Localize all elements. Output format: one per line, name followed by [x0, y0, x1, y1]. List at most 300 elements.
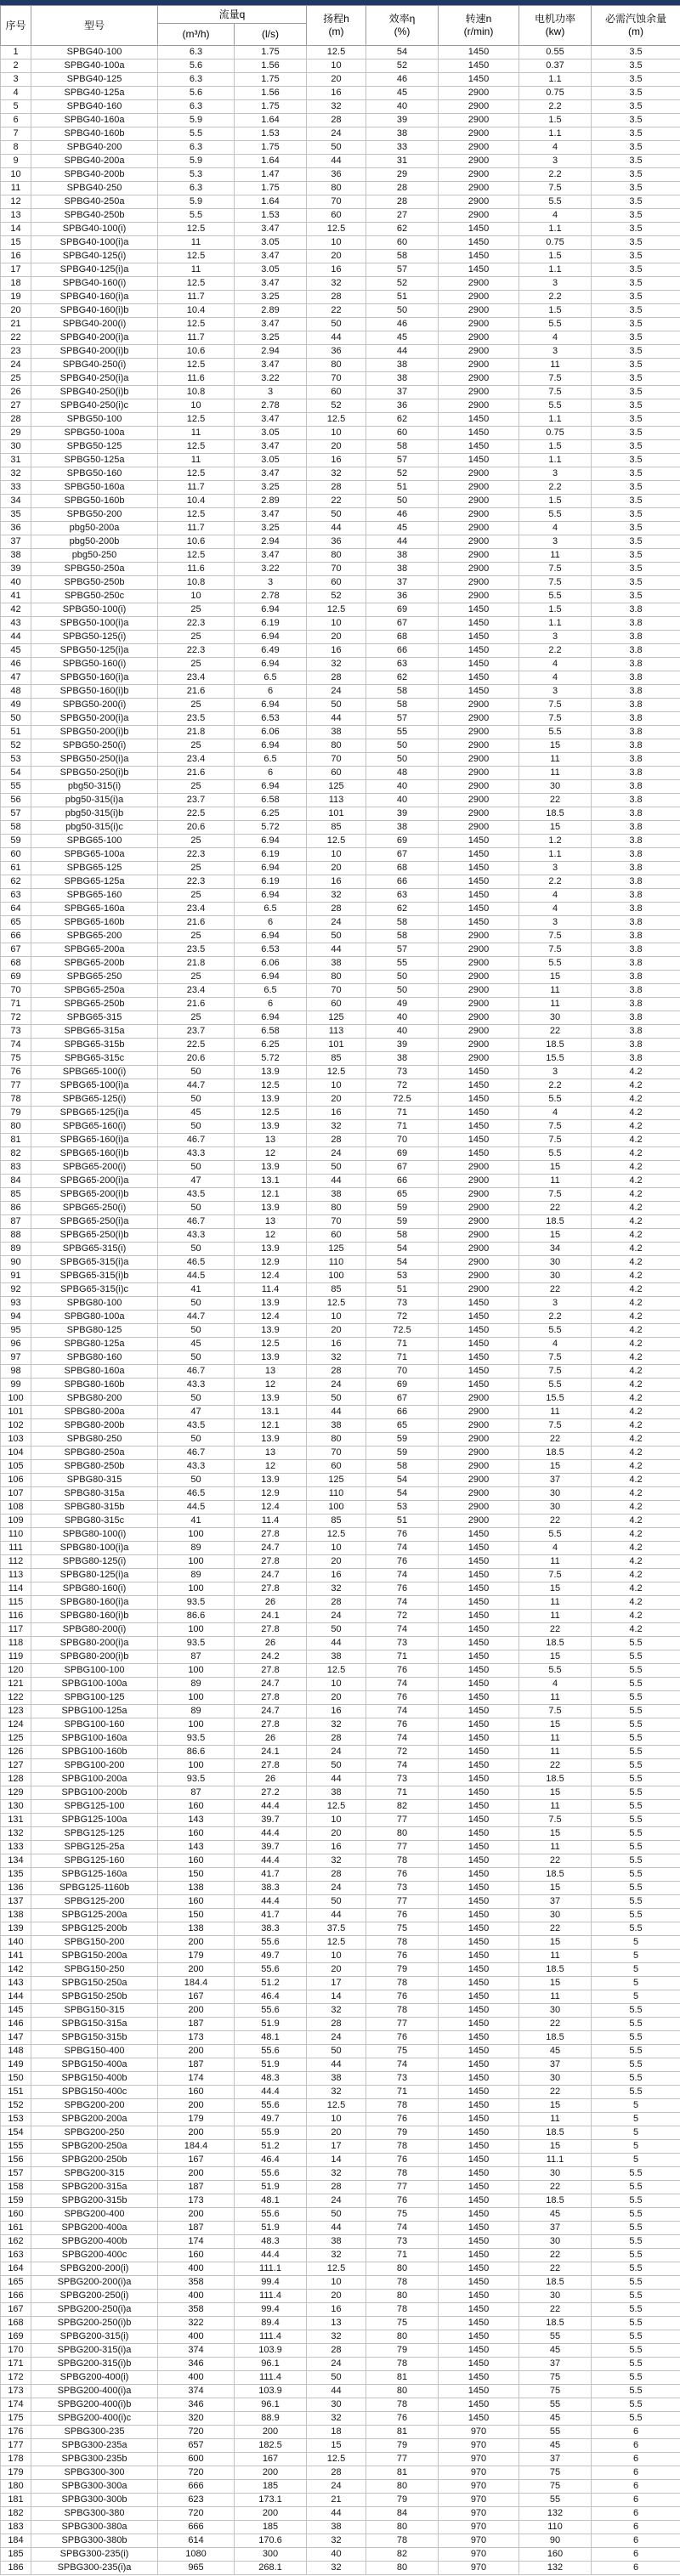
- cell-power: 7.5: [519, 1351, 592, 1365]
- cell-head: 16: [307, 454, 366, 467]
- cell-npsh: 5.5: [592, 2358, 680, 2371]
- cell-flow-m3h: 400: [158, 2330, 235, 2344]
- table-row: [1, 2167, 680, 2181]
- cell-flow-ls: 48.1: [235, 2194, 307, 2208]
- cell-npsh: 5: [592, 1936, 680, 1950]
- cell-npsh: 4.2: [592, 1379, 680, 1392]
- cell-efficiency: 40: [366, 100, 439, 114]
- table-row: [1, 127, 680, 141]
- cell-flow-ls: 6.94: [235, 889, 307, 903]
- cell-power: 7.5: [519, 386, 592, 399]
- cell-flow-m3h: 160: [158, 1895, 235, 1909]
- cell-model: SPBG40-125(i): [31, 250, 158, 263]
- table-row: [1, 304, 680, 318]
- cell-head: 60: [307, 209, 366, 223]
- cell-flow-m3h: 50: [158, 1297, 235, 1311]
- cell-efficiency: 76: [366, 1528, 439, 1542]
- cell-flow-ls: 55.9: [235, 2126, 307, 2140]
- cell-flow-ls: 13.1: [235, 1406, 307, 1419]
- cell-speed: 1450: [439, 1582, 519, 1596]
- table-row: [1, 739, 680, 753]
- cell-head: 14: [307, 1990, 366, 2004]
- cell-speed: 1450: [439, 250, 519, 263]
- cell-model: SPBG40-160: [31, 100, 158, 114]
- cell-speed: 2900: [439, 1025, 519, 1039]
- cell-speed: 2900: [439, 1243, 519, 1256]
- cell-flow-ls: 6: [235, 767, 307, 780]
- cell-seq: 119: [1, 1650, 31, 1664]
- cell-efficiency: 66: [366, 875, 439, 889]
- cell-npsh: 3.8: [592, 807, 680, 821]
- cell-npsh: 3.5: [592, 549, 680, 563]
- cell-speed: 2900: [439, 195, 519, 209]
- cell-flow-m3h: 23.7: [158, 1025, 235, 1039]
- cell-head: 20: [307, 2290, 366, 2303]
- cell-efficiency: 38: [366, 1052, 439, 1066]
- cell-speed: 1450: [439, 1610, 519, 1623]
- cell-flow-ls: 99.4: [235, 2303, 307, 2317]
- cell-flow-m3h: 100: [158, 1664, 235, 1678]
- cell-flow-m3h: 43.3: [158, 1147, 235, 1161]
- cell-flow-m3h: 346: [158, 2358, 235, 2371]
- cell-head: 44: [307, 943, 366, 957]
- cell-flow-m3h: 12.5: [158, 318, 235, 331]
- cell-speed: 1450: [439, 2194, 519, 2208]
- cell-head: 70: [307, 563, 366, 576]
- col-header-npsh: [592, 6, 680, 46]
- cell-head: 101: [307, 1039, 366, 1052]
- table-row: [1, 930, 680, 943]
- cell-head: 24: [307, 1379, 366, 1392]
- cell-speed: 1450: [439, 1079, 519, 1093]
- cell-seq: 34: [1, 495, 31, 508]
- cell-head: 70: [307, 984, 366, 998]
- cell-efficiency: 58: [366, 916, 439, 930]
- cell-power: 5.5: [519, 1379, 592, 1392]
- cell-efficiency: 58: [366, 1229, 439, 1243]
- cell-flow-m3h: 23.5: [158, 712, 235, 726]
- cell-npsh: 3.5: [592, 386, 680, 399]
- cell-flow-ls: 1.56: [235, 59, 307, 73]
- cell-efficiency: 37: [366, 386, 439, 399]
- cell-flow-ls: 6.5: [235, 903, 307, 916]
- cell-model: SPBG40-125(i)a: [31, 263, 158, 277]
- cell-npsh: 3.8: [592, 780, 680, 794]
- cell-power: 3: [519, 535, 592, 549]
- cell-model: SPBG200-400a: [31, 2222, 158, 2235]
- cell-flow-ls: 2.94: [235, 345, 307, 359]
- cell-efficiency: 46: [366, 73, 439, 87]
- cell-efficiency: 80: [366, 2330, 439, 2344]
- cell-model: SPBG200-400(i): [31, 2371, 158, 2385]
- cell-head: 60: [307, 767, 366, 780]
- cell-flow-ls: 51.9: [235, 2058, 307, 2072]
- cell-head: 32: [307, 1351, 366, 1365]
- cell-head: 12.5: [307, 1936, 366, 1950]
- cell-speed: 1450: [439, 1936, 519, 1950]
- cell-power: 11: [519, 1596, 592, 1610]
- cell-model: SPBG50-250c: [31, 590, 158, 603]
- cell-model: SPBG125-200: [31, 1895, 158, 1909]
- table-row: [1, 2507, 680, 2521]
- cell-head: 60: [307, 576, 366, 590]
- cell-speed: 2900: [439, 794, 519, 807]
- table-row: [1, 2181, 680, 2194]
- cell-efficiency: 50: [366, 971, 439, 984]
- cell-efficiency: 62: [366, 413, 439, 427]
- cell-flow-ls: 13.9: [235, 1392, 307, 1406]
- cell-model: SPBG40-200: [31, 141, 158, 155]
- cell-flow-m3h: 89: [158, 1705, 235, 1718]
- cell-npsh: 5.5: [592, 2249, 680, 2262]
- cell-efficiency: 48: [366, 767, 439, 780]
- cell-model: SPBG80-250: [31, 1433, 158, 1447]
- cell-efficiency: 58: [366, 440, 439, 454]
- cell-power: 30: [519, 1270, 592, 1283]
- cell-seq: 173: [1, 2385, 31, 2398]
- cell-speed: 2900: [439, 114, 519, 127]
- cell-model: SPBG50-250(i)b: [31, 767, 158, 780]
- cell-head: 16: [307, 1338, 366, 1351]
- cell-speed: 970: [439, 2534, 519, 2548]
- cell-npsh: 3.5: [592, 454, 680, 467]
- cell-model: SPBG300-380a: [31, 2521, 158, 2534]
- cell-model: SPBG65-160: [31, 889, 158, 903]
- cell-speed: 2900: [439, 1447, 519, 1460]
- cell-efficiency: 51: [366, 1283, 439, 1297]
- cell-flow-m3h: 11.7: [158, 481, 235, 495]
- cell-efficiency: 78: [366, 2398, 439, 2412]
- cell-flow-m3h: 43.3: [158, 1460, 235, 1474]
- cell-flow-m3h: 400: [158, 2290, 235, 2303]
- cell-flow-ls: 1.53: [235, 127, 307, 141]
- cell-flow-m3h: 46.7: [158, 1215, 235, 1229]
- cell-flow-ls: 13.9: [235, 1120, 307, 1134]
- cell-flow-ls: 12.4: [235, 1270, 307, 1283]
- cell-power: 18.5: [519, 2317, 592, 2330]
- cell-speed: 1450: [439, 2235, 519, 2249]
- cell-seq: 123: [1, 1705, 31, 1718]
- cell-npsh: 5.5: [592, 2086, 680, 2099]
- cell-power: 22: [519, 794, 592, 807]
- cell-efficiency: 76: [366, 1950, 439, 1963]
- cell-npsh: 4.2: [592, 1596, 680, 1610]
- cell-seq: 89: [1, 1243, 31, 1256]
- cell-seq: 4: [1, 87, 31, 100]
- cell-model: SPBG300-300: [31, 2466, 158, 2480]
- cell-npsh: 5.5: [592, 1732, 680, 1746]
- cell-flow-ls: 12.9: [235, 1256, 307, 1270]
- table-row: [1, 1882, 680, 1895]
- cell-model: SPBG100-200a: [31, 1773, 158, 1786]
- cell-flow-ls: 6.19: [235, 875, 307, 889]
- cell-npsh: 4.2: [592, 1324, 680, 1338]
- cell-seq: 159: [1, 2194, 31, 2208]
- cell-speed: 1450: [439, 427, 519, 440]
- cell-head: 125: [307, 1474, 366, 1487]
- cell-npsh: 3.8: [592, 903, 680, 916]
- cell-flow-m3h: 100: [158, 1582, 235, 1596]
- cell-power: 45: [519, 2439, 592, 2453]
- cell-seq: 87: [1, 1215, 31, 1229]
- cell-flow-m3h: 12.5: [158, 277, 235, 291]
- cell-head: 28: [307, 1596, 366, 1610]
- cell-seq: 161: [1, 2222, 31, 2235]
- cell-model: SPBG200-315b: [31, 2194, 158, 2208]
- table-row: [1, 1351, 680, 1365]
- cell-speed: 1450: [439, 2126, 519, 2140]
- cell-flow-m3h: 623: [158, 2494, 235, 2507]
- table-row: [1, 2126, 680, 2140]
- cell-head: 12.5: [307, 603, 366, 617]
- cell-npsh: 3.8: [592, 658, 680, 671]
- cell-flow-ls: 6.25: [235, 1039, 307, 1052]
- cell-head: 38: [307, 1786, 366, 1800]
- cell-power: 11: [519, 359, 592, 372]
- cell-flow-m3h: 50: [158, 1120, 235, 1134]
- cell-efficiency: 54: [366, 1487, 439, 1501]
- cell-head: 60: [307, 1229, 366, 1243]
- cell-npsh: 3.5: [592, 345, 680, 359]
- cell-model: SPBG150-315a: [31, 2018, 158, 2031]
- cell-speed: 1450: [439, 1773, 519, 1786]
- cell-flow-m3h: 100: [158, 1623, 235, 1637]
- cell-head: 32: [307, 2330, 366, 2344]
- cell-flow-m3h: 5.9: [158, 195, 235, 209]
- cell-npsh: 5.5: [592, 1759, 680, 1773]
- cell-flow-m3h: 44.7: [158, 1311, 235, 1324]
- table-row: [1, 1379, 680, 1392]
- cell-head: 10: [307, 1678, 366, 1691]
- cell-flow-m3h: 93.5: [158, 1732, 235, 1746]
- cell-npsh: 5.5: [592, 2262, 680, 2276]
- cell-efficiency: 71: [366, 1107, 439, 1120]
- table-row: [1, 2317, 680, 2330]
- cell-speed: 1450: [439, 685, 519, 699]
- cell-power: 15: [519, 1161, 592, 1175]
- table-header: [1, 6, 680, 46]
- cell-npsh: 3.8: [592, 794, 680, 807]
- table-row: [1, 1093, 680, 1107]
- cell-head: 28: [307, 1868, 366, 1882]
- cell-head: 28: [307, 291, 366, 304]
- cell-flow-ls: 27.8: [235, 1718, 307, 1732]
- cell-efficiency: 72: [366, 1610, 439, 1623]
- cell-power: 5.5: [519, 1093, 592, 1107]
- cell-flow-ls: 13: [235, 1365, 307, 1379]
- cell-efficiency: 80: [366, 1827, 439, 1841]
- cell-efficiency: 40: [366, 794, 439, 807]
- table-row: [1, 1079, 680, 1093]
- cell-flow-m3h: 10.6: [158, 535, 235, 549]
- col-header-speed: [439, 6, 519, 46]
- cell-seq: 137: [1, 1895, 31, 1909]
- cell-npsh: 4.2: [592, 1487, 680, 1501]
- cell-head: 44: [307, 2507, 366, 2521]
- cell-power: 37: [519, 2058, 592, 2072]
- cell-model: SPBG80-250a: [31, 1447, 158, 1460]
- cell-head: 38: [307, 957, 366, 971]
- cell-speed: 1450: [439, 2086, 519, 2099]
- cell-head: 16: [307, 1107, 366, 1120]
- cell-npsh: 6: [592, 2426, 680, 2439]
- cell-flow-m3h: 89: [158, 1569, 235, 1582]
- cell-head: 28: [307, 2466, 366, 2480]
- cell-speed: 1450: [439, 658, 519, 671]
- cell-head: 24: [307, 2031, 366, 2045]
- cell-efficiency: 38: [366, 127, 439, 141]
- cell-speed: 1450: [439, 1311, 519, 1324]
- cell-head: 52: [307, 590, 366, 603]
- cell-npsh: 4.2: [592, 1161, 680, 1175]
- cell-power: 3: [519, 916, 592, 930]
- table-row: [1, 1827, 680, 1841]
- cell-speed: 2900: [439, 957, 519, 971]
- cell-efficiency: 74: [366, 2222, 439, 2235]
- table-row: [1, 1406, 680, 1419]
- cell-head: 20: [307, 73, 366, 87]
- cell-power: 22: [519, 2018, 592, 2031]
- cell-npsh: 4.2: [592, 1311, 680, 1324]
- table-row: [1, 1746, 680, 1759]
- cell-seq: 81: [1, 1134, 31, 1147]
- cell-efficiency: 69: [366, 603, 439, 617]
- cell-flow-ls: 3.47: [235, 440, 307, 454]
- cell-npsh: 4.2: [592, 1079, 680, 1093]
- cell-speed: 1450: [439, 2412, 519, 2426]
- table-row: [1, 617, 680, 631]
- cell-flow-ls: 6.94: [235, 699, 307, 712]
- cell-efficiency: 73: [366, 2072, 439, 2086]
- cell-power: 1.1: [519, 73, 592, 87]
- cell-seq: 71: [1, 998, 31, 1011]
- cell-flow-m3h: 6.3: [158, 141, 235, 155]
- cell-head: 10: [307, 2113, 366, 2126]
- cell-power: 1.1: [519, 617, 592, 631]
- cell-efficiency: 72: [366, 1079, 439, 1093]
- cell-speed: 1450: [439, 2344, 519, 2358]
- cell-model: SPBG200-400c: [31, 2249, 158, 2262]
- cell-speed: 1450: [439, 2262, 519, 2276]
- table-row: [1, 1528, 680, 1542]
- table-row: [1, 2031, 680, 2045]
- cell-seq: 46: [1, 658, 31, 671]
- cell-flow-m3h: 167: [158, 1990, 235, 2004]
- cell-power: 4: [519, 671, 592, 685]
- cell-speed: 2900: [439, 495, 519, 508]
- cell-seq: 82: [1, 1147, 31, 1161]
- cell-npsh: 5.5: [592, 2330, 680, 2344]
- cell-speed: 2900: [439, 182, 519, 195]
- table-row: [1, 386, 680, 399]
- cell-seq: 72: [1, 1011, 31, 1025]
- cell-power: 7.5: [519, 1134, 592, 1147]
- cell-model: SPBG50-200: [31, 508, 158, 522]
- cell-power: 11: [519, 1732, 592, 1746]
- cell-npsh: 5.5: [592, 1895, 680, 1909]
- cell-efficiency: 74: [366, 1705, 439, 1718]
- cell-flow-ls: 27.8: [235, 1623, 307, 1637]
- cell-seq: 121: [1, 1678, 31, 1691]
- cell-speed: 1450: [439, 1147, 519, 1161]
- cell-power: 3: [519, 345, 592, 359]
- cell-head: 100: [307, 1270, 366, 1283]
- cell-flow-m3h: 5.9: [158, 155, 235, 168]
- cell-flow-m3h: 21.8: [158, 957, 235, 971]
- table-row: [1, 1283, 680, 1297]
- cell-model: SPBG65-315b: [31, 1039, 158, 1052]
- cell-speed: 2900: [439, 1202, 519, 1215]
- cell-head: 12.5: [307, 46, 366, 59]
- table-row: [1, 780, 680, 794]
- cell-seq: 22: [1, 331, 31, 345]
- cell-seq: 184: [1, 2534, 31, 2548]
- cell-speed: 1450: [439, 1528, 519, 1542]
- cell-power: 5.5: [519, 1528, 592, 1542]
- cell-speed: 2900: [439, 331, 519, 345]
- cell-flow-m3h: 720: [158, 2466, 235, 2480]
- cell-speed: 1450: [439, 2072, 519, 2086]
- cell-npsh: 5.5: [592, 1637, 680, 1650]
- cell-power: 2.2: [519, 644, 592, 658]
- cell-efficiency: 75: [366, 1922, 439, 1936]
- cell-efficiency: 29: [366, 168, 439, 182]
- table-row: [1, 318, 680, 331]
- cell-speed: 2900: [439, 87, 519, 100]
- table-row: [1, 2439, 680, 2453]
- cell-npsh: 5.5: [592, 1868, 680, 1882]
- cell-efficiency: 38: [366, 359, 439, 372]
- table-row: [1, 1732, 680, 1746]
- cell-flow-ls: 13.9: [235, 1324, 307, 1338]
- cell-head: 28: [307, 2344, 366, 2358]
- cell-model: SPBG80-160a: [31, 1365, 158, 1379]
- cell-model: SPBG100-125a: [31, 1705, 158, 1718]
- cell-flow-ls: 6.94: [235, 739, 307, 753]
- table-row: [1, 2371, 680, 2385]
- table-row: [1, 345, 680, 359]
- cell-speed: 1450: [439, 59, 519, 73]
- cell-speed: 2900: [439, 467, 519, 481]
- cell-model: SPBG65-250: [31, 971, 158, 984]
- cell-speed: 1450: [439, 671, 519, 685]
- cell-seq: 112: [1, 1555, 31, 1569]
- cell-speed: 2900: [439, 481, 519, 495]
- cell-model: pbg50-315(i): [31, 780, 158, 794]
- cell-power: 15: [519, 1977, 592, 1990]
- cell-flow-m3h: 46.5: [158, 1487, 235, 1501]
- table-row: [1, 576, 680, 590]
- cell-head: 20: [307, 1691, 366, 1705]
- cell-power: 11: [519, 1990, 592, 2004]
- cell-flow-ls: 1.75: [235, 141, 307, 155]
- cell-power: 3: [519, 862, 592, 875]
- cell-npsh: 3.8: [592, 631, 680, 644]
- cell-flow-ls: 6.53: [235, 943, 307, 957]
- cell-flow-m3h: 11: [158, 454, 235, 467]
- col-header-speed-label: 转速n: [465, 13, 492, 25]
- cell-power: 18.5: [519, 2276, 592, 2290]
- cell-model: SPBG40-100(i)a: [31, 236, 158, 250]
- cell-model: SPBG40-200(i)a: [31, 331, 158, 345]
- cell-npsh: 3.8: [592, 998, 680, 1011]
- pump-spec-table: [0, 5, 680, 2575]
- cell-flow-m3h: 10.6: [158, 345, 235, 359]
- cell-head: 100: [307, 1501, 366, 1514]
- cell-efficiency: 50: [366, 304, 439, 318]
- cell-flow-ls: 13: [235, 1447, 307, 1460]
- cell-model: SPBG200-250a: [31, 2140, 158, 2154]
